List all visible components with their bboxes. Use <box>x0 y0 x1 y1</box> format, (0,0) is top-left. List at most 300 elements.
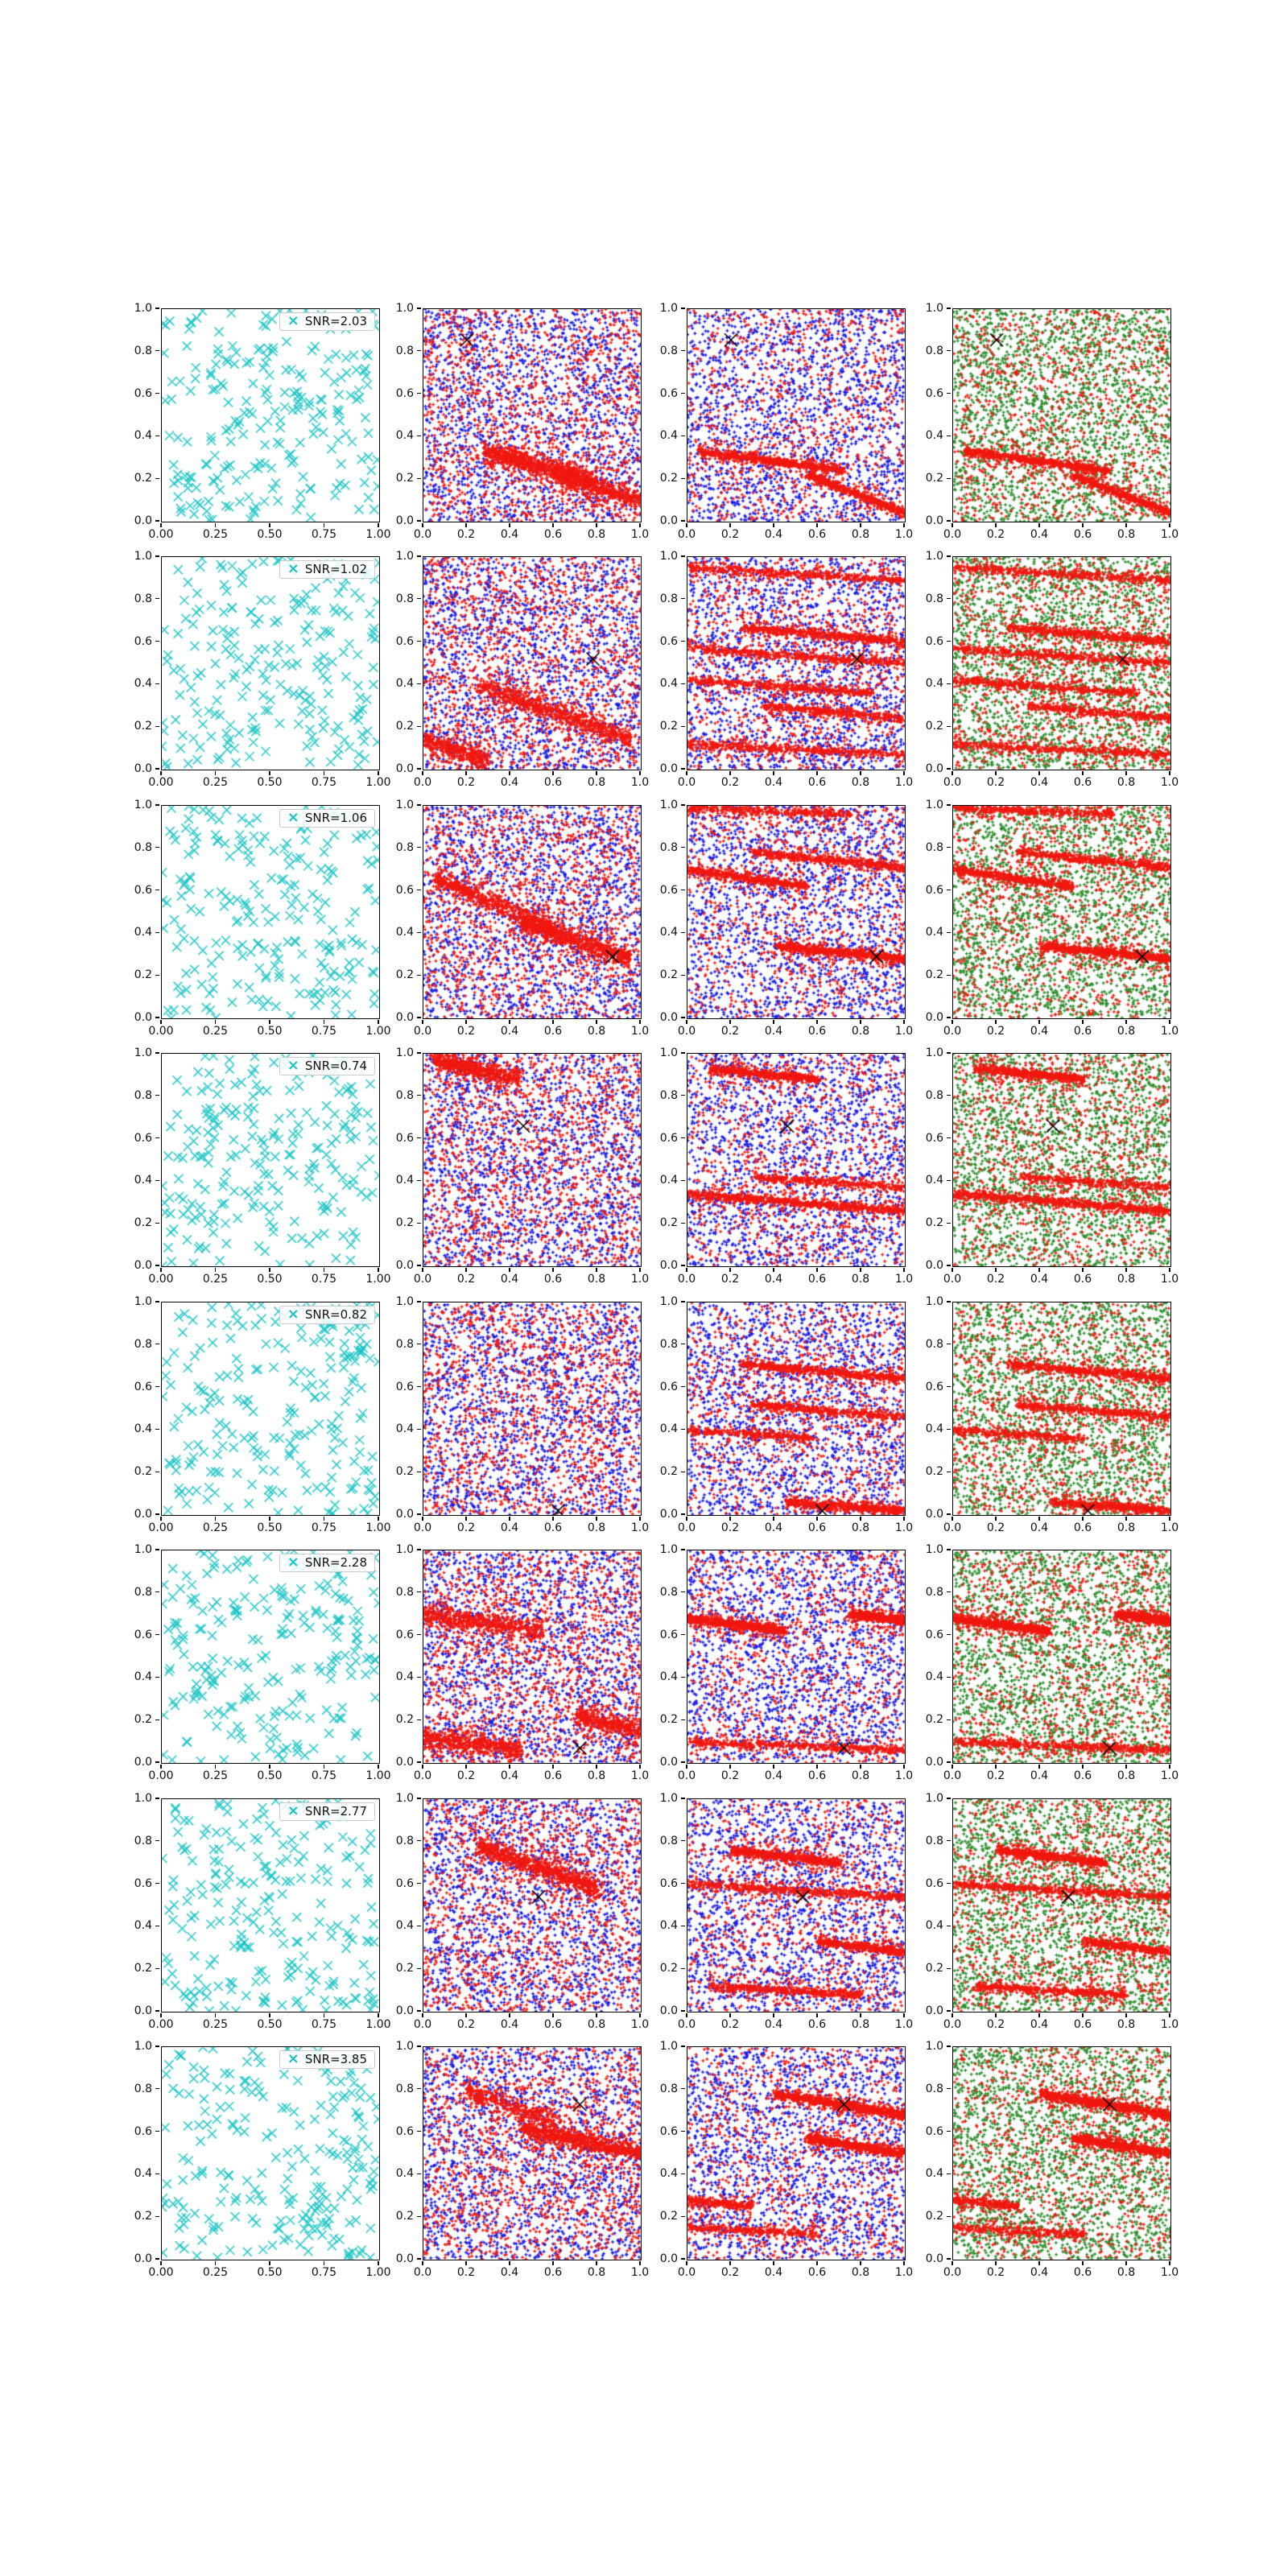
x-tick-label: 0.00 <box>148 1521 174 1534</box>
x-tick-mark <box>596 1020 597 1024</box>
y-tick-label: 0.8 <box>395 592 414 605</box>
x-tick-mark <box>1169 1765 1170 1769</box>
y-tick-mark <box>155 726 159 727</box>
y-tick-mark <box>155 768 159 769</box>
x-tick-label: 0.4 <box>764 1769 783 1782</box>
x-tick-mark <box>465 2013 466 2017</box>
y-tick-label: 0.6 <box>395 1628 414 1641</box>
x-tick-mark <box>903 523 904 527</box>
x-tick-label: 1.0 <box>894 2266 914 2279</box>
legend-x-marker-icon: × <box>287 2050 299 2067</box>
y-tick-label: 0.0 <box>659 2252 678 2265</box>
x-tick-mark <box>1125 1268 1126 1272</box>
x-tick-label: 0.4 <box>500 1521 519 1534</box>
y-tick-label: 0.6 <box>659 2124 678 2138</box>
y-tick-mark <box>155 598 159 599</box>
x-tick-mark <box>552 1517 553 1521</box>
x-tick-label: 0.0 <box>677 1769 696 1782</box>
subplot-row7-col1 <box>134 1792 391 2031</box>
x-tick-label: 0.4 <box>500 2018 519 2031</box>
plot-area <box>952 1550 1171 1764</box>
x-tick-mark <box>596 523 597 527</box>
y-tick-mark <box>681 350 685 351</box>
x-tick-mark <box>509 523 510 527</box>
snr-legend <box>279 1306 375 1324</box>
y-tick-label: 0.8 <box>925 840 943 854</box>
y-tick-label: 1.0 <box>659 2040 678 2053</box>
x-tick-mark <box>160 1020 161 1024</box>
snr-legend <box>279 1057 375 1075</box>
x-tick-mark <box>816 1517 817 1521</box>
x-tick-label: 0.4 <box>764 1521 783 1534</box>
subplot-row3-col1 <box>134 799 391 1038</box>
x-tick-label: 1.0 <box>894 1273 914 1286</box>
y-tick-mark <box>155 641 159 642</box>
y-tick-label: 0.0 <box>925 1756 943 1769</box>
x-tick-label: 0.8 <box>1117 1273 1136 1286</box>
x-tick-mark <box>1038 2013 1039 2017</box>
x-tick-label: 0.0 <box>413 2018 432 2031</box>
x-tick-label: 0.6 <box>1073 2266 1092 2279</box>
y-tick-mark <box>681 1095 685 1096</box>
y-tick-mark <box>947 1968 951 1969</box>
scatter-canvas <box>953 2047 1170 2260</box>
plot-area <box>952 805 1171 1019</box>
x-tick-mark <box>465 523 466 527</box>
y-tick-mark <box>681 1137 685 1138</box>
y-tick-mark <box>155 1429 159 1430</box>
x-tick-label: 0.2 <box>456 1769 476 1782</box>
y-tick-mark <box>417 1677 421 1678</box>
plot-area <box>687 308 906 522</box>
y-tick-label: 0.0 <box>925 762 943 775</box>
y-tick-label: 1.0 <box>925 1792 943 1805</box>
y-tick-mark <box>417 726 421 727</box>
x-tick-label: 0.8 <box>587 2266 606 2279</box>
y-tick-mark <box>417 641 421 642</box>
scatter-canvas <box>953 1799 1170 2012</box>
y-tick-mark <box>947 555 951 556</box>
y-tick-label: 0.8 <box>395 1834 414 1847</box>
x-tick-label: 0.0 <box>677 2018 696 2031</box>
y-tick-mark <box>417 1429 421 1430</box>
x-tick-mark <box>860 2261 861 2265</box>
y-tick-label: 0.4 <box>925 1174 943 1187</box>
y-tick-label: 0.2 <box>134 1713 152 1727</box>
x-tick-label: 0.0 <box>943 1025 962 1038</box>
y-tick-label: 0.6 <box>395 883 414 897</box>
subplot-row8-col4 <box>925 2040 1179 2279</box>
y-tick-label: 0.0 <box>395 1508 414 1521</box>
y-tick-label: 0.6 <box>395 634 414 648</box>
x-tick-label: 0.4 <box>1030 2266 1049 2279</box>
y-tick-label: 1.0 <box>925 799 943 811</box>
x-tick-label: 0.8 <box>1117 2018 1136 2031</box>
subplot-row5-col3 <box>659 1295 914 1534</box>
y-tick-label: 0.0 <box>395 1259 414 1272</box>
y-tick-label: 0.4 <box>659 677 678 691</box>
y-tick-mark <box>417 350 421 351</box>
y-tick-mark <box>417 1634 421 1635</box>
y-tick-label: 0.4 <box>134 1919 152 1933</box>
x-tick-label: 0.0 <box>677 2266 696 2279</box>
y-tick-label: 0.6 <box>659 1876 678 1890</box>
x-tick-label: 0.4 <box>1030 776 1049 789</box>
x-tick-label: 0.2 <box>986 2266 1005 2279</box>
y-tick-mark <box>155 932 159 933</box>
y-tick-mark <box>155 2258 159 2259</box>
x-tick-label: 0.6 <box>807 2266 827 2279</box>
y-tick-mark <box>417 1549 421 1550</box>
y-tick-label: 0.2 <box>395 472 414 485</box>
x-tick-label: 0.8 <box>851 1273 870 1286</box>
x-tick-mark <box>596 771 597 775</box>
y-tick-mark <box>417 1513 421 1514</box>
x-tick-mark <box>729 1268 730 1272</box>
y-tick-mark <box>681 932 685 933</box>
x-tick-label: 0.6 <box>807 1769 827 1782</box>
x-tick-mark <box>860 1765 861 1769</box>
y-tick-label: 1.0 <box>925 1543 943 1556</box>
y-tick-mark <box>155 683 159 684</box>
x-tick-mark <box>860 771 861 775</box>
y-tick-mark <box>417 2131 421 2132</box>
y-tick-label: 0.6 <box>659 883 678 897</box>
y-tick-mark <box>947 478 951 479</box>
x-tick-label: 0.6 <box>1073 528 1092 541</box>
scatter-canvas <box>687 309 905 522</box>
y-tick-label: 0.4 <box>659 926 678 939</box>
y-tick-mark <box>417 393 421 394</box>
y-tick-mark <box>947 1137 951 1138</box>
x-tick-mark <box>160 1765 161 1769</box>
plot-area <box>423 1302 642 1516</box>
x-tick-mark <box>1169 2013 1170 2017</box>
scatter-canvas <box>423 1550 641 1763</box>
scatter-canvas <box>953 557 1170 770</box>
x-tick-mark <box>1082 2013 1083 2017</box>
subplot-row8-col3 <box>659 2040 914 2279</box>
y-tick-mark <box>417 768 421 769</box>
x-tick-mark <box>686 2261 687 2265</box>
y-tick-label: 0.0 <box>659 1011 678 1024</box>
y-tick-mark <box>155 478 159 479</box>
scatter-canvas <box>162 1799 379 2012</box>
x-tick-label: 0.4 <box>1030 1769 1049 1782</box>
x-tick-mark <box>215 2013 216 2017</box>
x-tick-label: 0.0 <box>943 528 962 541</box>
x-tick-label: 1.00 <box>365 1769 391 1782</box>
y-tick-mark <box>681 1634 685 1635</box>
x-tick-label: 0.4 <box>764 1025 783 1038</box>
x-tick-mark <box>215 1765 216 1769</box>
x-tick-label: 0.2 <box>986 776 1005 789</box>
x-tick-label: 1.0 <box>894 528 914 541</box>
y-tick-label: 0.0 <box>134 1508 152 1521</box>
scatter-canvas <box>423 1799 641 2012</box>
x-tick-mark <box>639 1517 640 1521</box>
plot-area <box>161 308 380 522</box>
y-tick-label: 0.4 <box>659 1919 678 1933</box>
y-tick-label: 0.0 <box>134 1259 152 1272</box>
x-tick-label: 0.2 <box>986 528 1005 541</box>
x-tick-mark <box>215 523 216 527</box>
y-tick-label: 0.2 <box>395 968 414 982</box>
plot-area <box>952 1302 1171 1516</box>
x-tick-label: 0.75 <box>311 776 337 789</box>
y-tick-mark <box>681 1677 685 1678</box>
x-tick-mark <box>729 523 730 527</box>
x-tick-mark <box>552 2261 553 2265</box>
y-tick-mark <box>947 683 951 684</box>
x-tick-label: 0.0 <box>413 1025 432 1038</box>
x-tick-mark <box>1038 523 1039 527</box>
y-tick-label: 1.0 <box>134 799 152 811</box>
y-tick-mark <box>947 726 951 727</box>
x-tick-label: 0.00 <box>148 1769 174 1782</box>
plot-area <box>161 1550 380 1764</box>
x-tick-label: 0.2 <box>986 1273 1005 1286</box>
y-tick-label: 0.2 <box>134 1216 152 1230</box>
y-tick-label: 1.0 <box>134 1295 152 1308</box>
y-tick-label: 0.4 <box>395 1422 414 1436</box>
subplot-row1-col2 <box>395 302 650 541</box>
x-tick-label: 0.2 <box>986 2018 1005 2031</box>
y-tick-label: 0.0 <box>134 762 152 775</box>
y-tick-label: 0.6 <box>925 883 943 897</box>
y-tick-mark <box>681 768 685 769</box>
x-tick-mark <box>1082 523 1083 527</box>
x-tick-label: 1.0 <box>1160 2266 1179 2279</box>
x-tick-label: 1.0 <box>894 1025 914 1038</box>
y-tick-mark <box>681 478 685 479</box>
y-tick-label: 0.4 <box>925 677 943 691</box>
y-tick-label: 0.6 <box>925 386 943 400</box>
y-tick-label: 0.4 <box>925 1670 943 1684</box>
x-tick-mark <box>596 1517 597 1521</box>
x-tick-mark <box>773 771 774 775</box>
legend-snr-label: SNR=0.74 <box>304 1059 367 1073</box>
y-tick-mark <box>681 520 685 521</box>
x-tick-mark <box>269 1517 270 1521</box>
x-tick-label: 1.00 <box>365 776 391 789</box>
x-tick-label: 0.50 <box>257 528 283 541</box>
y-tick-mark <box>417 1840 421 1841</box>
y-tick-mark <box>417 975 421 976</box>
scatter-canvas <box>953 1550 1170 1763</box>
x-tick-mark <box>465 771 466 775</box>
y-tick-label: 0.0 <box>134 2004 152 2017</box>
y-tick-mark <box>947 1180 951 1181</box>
plot-area <box>161 556 380 770</box>
y-tick-label: 1.0 <box>395 550 414 563</box>
x-tick-mark <box>269 2013 270 2017</box>
x-tick-label: 0.6 <box>543 1025 563 1038</box>
y-tick-label: 0.6 <box>925 1380 943 1393</box>
y-tick-label: 1.0 <box>395 799 414 811</box>
x-tick-label: 1.0 <box>630 528 650 541</box>
subplot-row1-col1 <box>134 302 391 541</box>
y-tick-mark <box>417 1591 421 1592</box>
y-tick-label: 1.0 <box>925 550 943 563</box>
plot-area <box>687 1798 906 2013</box>
y-tick-label: 0.4 <box>659 1670 678 1684</box>
y-tick-label: 0.2 <box>659 1465 678 1479</box>
y-tick-label: 0.6 <box>925 2124 943 2138</box>
x-tick-mark <box>596 2013 597 2017</box>
y-tick-mark <box>947 2258 951 2259</box>
y-tick-label: 1.0 <box>925 2040 943 2053</box>
scatter-canvas <box>953 1054 1170 1266</box>
x-tick-label: 0.25 <box>202 776 229 789</box>
x-tick-mark <box>773 1765 774 1769</box>
y-tick-label: 0.2 <box>925 968 943 982</box>
subplot-row1-col4 <box>925 302 1179 541</box>
x-tick-mark <box>729 771 730 775</box>
y-tick-mark <box>947 1719 951 1720</box>
y-tick-mark <box>155 1180 159 1181</box>
y-tick-mark <box>947 1761 951 1762</box>
x-tick-label: 0.6 <box>807 1273 827 1286</box>
x-tick-mark <box>729 1517 730 1521</box>
x-tick-mark <box>269 771 270 775</box>
y-tick-mark <box>155 1095 159 1096</box>
y-tick-mark <box>681 683 685 684</box>
y-tick-label: 0.4 <box>395 1670 414 1684</box>
x-tick-mark <box>729 2013 730 2017</box>
x-tick-mark <box>552 2013 553 2017</box>
y-tick-label: 0.8 <box>134 344 152 357</box>
y-tick-mark <box>681 393 685 394</box>
x-tick-label: 1.0 <box>1160 2018 1179 2031</box>
y-tick-label: 0.8 <box>395 840 414 854</box>
subplot-row7-col2 <box>395 1792 650 2031</box>
x-tick-mark <box>215 2261 216 2265</box>
x-tick-mark <box>465 1765 466 1769</box>
y-tick-label: 0.8 <box>925 592 943 605</box>
subplot-row7-col3 <box>659 1792 914 2031</box>
y-tick-mark <box>155 2216 159 2217</box>
y-tick-mark <box>155 975 159 976</box>
y-tick-label: 0.4 <box>659 429 678 443</box>
scatter-canvas <box>687 1054 905 1266</box>
x-tick-label: 0.6 <box>1073 1769 1092 1782</box>
x-tick-label: 0.2 <box>720 1521 740 1534</box>
y-tick-label: 0.6 <box>395 2124 414 2138</box>
y-tick-label: 0.8 <box>395 344 414 357</box>
x-tick-mark <box>639 1765 640 1769</box>
x-tick-mark <box>215 1020 216 1024</box>
y-tick-label: 0.0 <box>925 1259 943 1272</box>
legend-snr-label: SNR=0.82 <box>304 1307 367 1322</box>
y-tick-label: 0.0 <box>659 762 678 775</box>
x-tick-label: 0.50 <box>257 776 283 789</box>
y-tick-label: 0.8 <box>925 1088 943 1102</box>
x-tick-label: 0.8 <box>1117 1769 1136 1782</box>
x-tick-label: 0.2 <box>986 1025 1005 1038</box>
x-tick-label: 0.0 <box>943 2266 962 2279</box>
x-tick-label: 0.2 <box>456 528 476 541</box>
x-tick-label: 0.25 <box>202 1769 229 1782</box>
y-tick-mark <box>681 1301 685 1302</box>
x-tick-mark <box>552 1020 553 1024</box>
y-tick-mark <box>947 393 951 394</box>
x-tick-label: 0.25 <box>202 2266 229 2279</box>
x-tick-label: 0.4 <box>500 776 519 789</box>
x-tick-label: 0.0 <box>943 2018 962 2031</box>
x-tick-mark <box>1169 2261 1170 2265</box>
x-tick-label: 0.6 <box>807 1025 827 1038</box>
x-tick-label: 0.75 <box>311 1273 337 1286</box>
x-tick-mark <box>1125 1765 1126 1769</box>
x-tick-mark <box>903 1268 904 1272</box>
x-tick-label: 0.8 <box>587 776 606 789</box>
x-tick-label: 0.2 <box>456 776 476 789</box>
y-tick-label: 0.0 <box>659 1259 678 1272</box>
y-tick-mark <box>155 2088 159 2089</box>
subplot-row3-col4 <box>925 799 1179 1038</box>
x-tick-label: 1.0 <box>630 1769 650 1782</box>
y-tick-label: 0.0 <box>925 2252 943 2265</box>
x-tick-mark <box>465 1268 466 1272</box>
x-tick-mark <box>773 1020 774 1024</box>
subplot-row5-col4 <box>925 1295 1179 1534</box>
subplot-row6-col1 <box>134 1543 391 1782</box>
y-tick-mark <box>155 1719 159 1720</box>
x-tick-label: 0.8 <box>1117 1521 1136 1534</box>
x-tick-label: 0.2 <box>720 1769 740 1782</box>
y-tick-mark <box>681 2131 685 2132</box>
y-tick-label: 0.8 <box>134 840 152 854</box>
y-tick-label: 0.8 <box>134 1088 152 1102</box>
y-tick-mark <box>417 1719 421 1720</box>
y-tick-label: 0.4 <box>134 1670 152 1684</box>
x-tick-mark <box>773 523 774 527</box>
x-tick-label: 0.25 <box>202 1273 229 1286</box>
y-tick-mark <box>417 478 421 479</box>
y-tick-mark <box>155 1386 159 1387</box>
x-tick-mark <box>1125 2013 1126 2017</box>
x-tick-label: 0.75 <box>311 1769 337 1782</box>
x-tick-mark <box>552 771 553 775</box>
x-tick-label: 0.8 <box>587 1769 606 1782</box>
y-tick-mark <box>681 598 685 599</box>
y-tick-label: 0.0 <box>134 1011 152 1024</box>
x-tick-label: 0.50 <box>257 1025 283 1038</box>
y-tick-label: 0.0 <box>925 1508 943 1521</box>
y-tick-mark <box>155 555 159 556</box>
x-tick-mark <box>422 2013 423 2017</box>
plot-area <box>161 1798 380 2013</box>
y-tick-label: 0.6 <box>134 1628 152 1641</box>
plot-area <box>423 1053 642 1267</box>
x-tick-label: 0.4 <box>500 1769 519 1782</box>
x-tick-label: 0.00 <box>148 2018 174 2031</box>
plot-area <box>423 308 642 522</box>
y-tick-label: 0.2 <box>659 472 678 485</box>
plot-area <box>423 2046 642 2260</box>
scatter-canvas <box>162 557 379 770</box>
x-tick-mark <box>1082 2261 1083 2265</box>
y-tick-label: 0.8 <box>925 2082 943 2095</box>
y-tick-label: 1.0 <box>395 1543 414 1556</box>
x-tick-mark <box>1082 1268 1083 1272</box>
x-tick-mark <box>269 523 270 527</box>
x-tick-mark <box>596 1765 597 1769</box>
x-tick-label: 0.00 <box>148 528 174 541</box>
y-tick-mark <box>417 1883 421 1884</box>
y-tick-label: 0.6 <box>659 1380 678 1393</box>
